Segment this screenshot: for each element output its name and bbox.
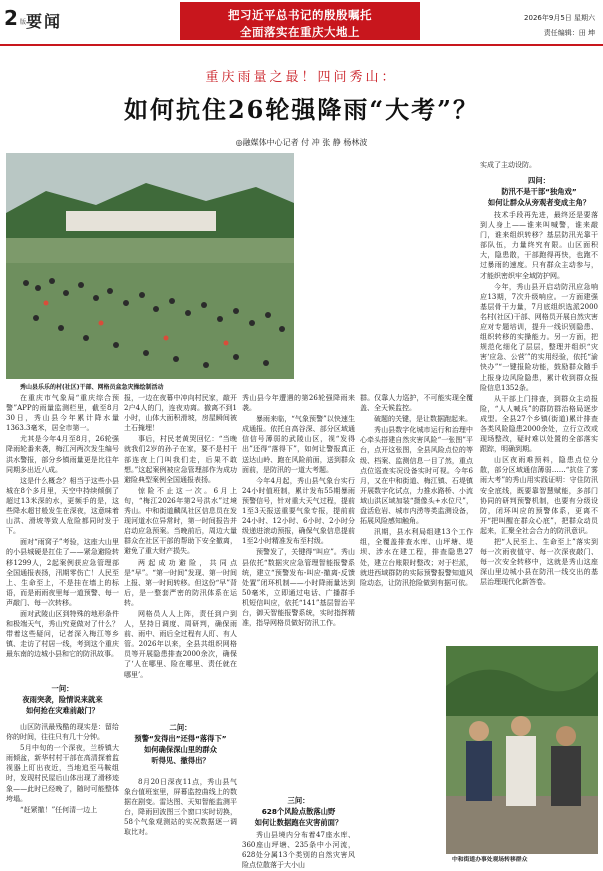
- question-1-heading: 一问： 夜雨突袭，险情说来就来 如何抢在灾难前敲门？: [22, 684, 103, 715]
- paragraph: 预警发了，关键得“叫应”。秀山县依托“数据灾应急管理智能报警系统，建立“预警发布-叫应-撤离-反馈处置”闭环机制——小时降雨量达到50毫米，立即通过电话、广播群手机短信叫应，依托“141”基层智治平台，御天智能报警系统，实时指挥精准，指导网格员做好防汛工作。: [242, 548, 355, 628]
- page-number-suffix: 版: [20, 19, 27, 26]
- banner-line-1: 把习近平总书记的殷殷嘱托: [228, 8, 372, 22]
- article-byline: ◎融媒体中心记者 付 冲 张 静 杨林波: [235, 138, 368, 147]
- slogan-banner: [180, 2, 420, 40]
- question-4-heading: 四问： 防汛不是干部“独角戏” 如何让群众从旁观者变成主角？: [487, 176, 591, 207]
- evacuation-photo: [446, 646, 598, 854]
- paragraph: 把“人民至上、生命至上”落实到每一次雨夜值守、每一次深夜敲门、每一次安全转移中，这就是秀山这座深山里边城小县在防汛一线交出的基层治理现代化新答卷。: [480, 538, 598, 587]
- paragraph: 实成了主动设防。: [480, 161, 536, 169]
- column-1: [6, 393, 119, 660]
- masthead-rule: [0, 44, 603, 46]
- paragraph: 技术手段再先进，最终还是要落到人身上——谁来叫喊警，谁来敲门，谁来组织转移？基层防汛光靠干部队伍，力量终究有限。山区面积大，隐患散，干部跑得再快，也跑不过暴雨的速度。只有群众主动参与，才能织密织牢全域防护网。: [480, 211, 598, 280]
- column-1-continued: [6, 722, 119, 816]
- paragraph: 尤其是今年4月至8月，26轮强降雨轮番来袭，梅江河两次发生编号洪水警报，部分乡镇雨量更是比往年同期多出近八成。: [6, 435, 119, 474]
- paragraph: 秀山县数字化城市运行和治理中心牵头搭建自然灾害风险“一张图”平台，点开这张图，全县风险点位的等级、档案、监测信息一目了然，重点点位巡查实况设备实时可视。今年6月，又在中和街道、梅江镇、石堤镇开展数字化试点，力推水路桥、小流域山洪区域加装“摄像头+水位尺”，盘活危岩、城市内涝等类监测设备，拓展风险感知触角。: [360, 426, 473, 526]
- paragraph: 两起成功避险，共同点是“早”。“第一时间”发现、第一时间上报、第一时间转移。但这份“早”背后，是一整套严密的防汛体系在运转。: [124, 558, 237, 607]
- question-3-heading: 三问： 628个风险点散落山野 如何让数据跑在灾害前面？: [254, 796, 343, 827]
- column-2-continued: [124, 777, 237, 839]
- paragraph: 今年4月起，秀山县气象台实行24小时值班制，累计发布55期暴雨预警信号，针对重大天气过程，提前1至3天报送重要气象专报，提前前24小时、12小时、6小时、2小时分级递进滚动预报，确保气象信息提前1至2小时精准发布至村级。: [242, 476, 355, 546]
- column-5: [480, 160, 598, 171]
- column-3-continued: [242, 830, 355, 871]
- paragraph: 5月中旬的一个深夜，兰桥镇大雨倾盆，新华村村干部在高清探着监视器上盯出夜近，当地追至马鞍组时，发现村民屋后山体出现了滑移迹象——此时已经晚了，随时可能整体垮塌。: [6, 744, 119, 803]
- paragraph: 从干部上门排查，到群众主动报险，“人人喊兵”的群防群治格局逐步成型。全县27个乡镇(街道)累计排查各类风险隐患2000余处，立行立改或现场整改，疑时难以处置的全部落实跟踪，明确到期。: [480, 394, 598, 454]
- question-2-heading: 二问： 预警“发得出”还得“落得下” 如何确保深山里的群众 听得见、撤得出？: [134, 723, 227, 765]
- banner-line-2: 全面落实在重庆大地上: [240, 25, 360, 39]
- paragraph: 这是什么概念？相当于这些小县城在8个多月里，天空中持续倾倒了超过13米深的水，更频手的是，这些降水超甘般发生在深夜，这意味着山洪、滑坡等致人危险都同时发于下。: [6, 476, 119, 536]
- paragraph: 8月20日深夜11点，秀山县气象台值班室里，屏幕监控曲线上的数据在剧变。雷达图、天知智能监测平台，降雨回波图三个窗口实时切换，58个气象观测站的实况数据逐一调取比对。: [124, 778, 237, 837]
- paragraph: 惊险不止这一次。6月上旬，“梅江2026年第2号洪水”过境秀山。中和街道麟凤社区信息员在发现河道水位异常时，第一时间报告并启动应急预案。当晚前后，周边大量群众在社区干部的帮助下安全撤离，避免了重大财产损失。: [124, 486, 237, 556]
- paragraph: 面对“雨窝子”考验，这座大山里的小县城硬是扛住了——紧急避险转移1299人，2起案例获应急管理部全国通报表扬，汛期零伤亡！人民至上、生命至上，不是挂在墙上的标语，而是雨雨夜里每一道预警、每一声敲门、每一次转移。: [6, 538, 119, 607]
- paragraph: 事后，村民老黄哭回忆：“当晚就我们2岁的孙子在家，要不是村干部连夜上门叫我们走，后果不敢想。”这起案例被应急管理部作为成功避险典型案例全国通报表扬。: [124, 435, 237, 484]
- column-2: [124, 393, 237, 681]
- drill-photo-caption: 秀山县乐乐的村(社区)干部、网格员盒急灾操绘制活动: [20, 384, 164, 391]
- paragraph: 网格员人人上阵，责任到户到人，坚持日调度、周研判，确保雨前、雨中、雨后全过程有人盯、有人管。2026年以来，全县共组织网格员等开展隐患排查2000余次，确保了‘人在哪里、险在哪里、责任就在哪里’。: [124, 609, 237, 679]
- paragraph: 今年，秀山县开启动防汛应急响应13期，7次升级响应。一方面建强基层骨干力量，7月底组织选派2000名村(社区)干部、网格员开展自然灾害应对专题培训，提升一线识别隐患、组织转移的实操能力。另一方面，把规范化细化了层层，整理并组织“灾害‘应急、公营’”的实用经验，依托“渝快办”“一键报险功能，鼓励群众随手上报身边风险隐患，累计收到群众报险信息1352条。: [480, 282, 598, 392]
- paragraph: 面对武陵山区到特殊的地形条件和极端天气，秀山究竟做对了什么？带着这些疑问，记者深入梅江等乡镇、走访了村居一线，考到这个重庆最东南的边城小县和它的防汛故事。: [6, 609, 119, 659]
- paragraph: 汛期，县水利局组建13个工作组，全覆盖排查水库、山坪塘、堤坝、涉水在建工程，排查隐患27处，建立台账限时整改；对于栏派，就进西域群防的实际预警报警知道风险动态，让防汛抢险做到有据可依。: [360, 528, 473, 587]
- paragraph: 破题的关键，是让数据跑起来。: [374, 415, 472, 424]
- column-3: [242, 393, 355, 629]
- editor-credit: 责任编辑：田 坤: [543, 29, 595, 37]
- column-4: [360, 393, 473, 589]
- article-kicker: 重庆雨量之最！四问秀山：: [205, 70, 398, 85]
- article-title: 如何抗住26轮强降雨“大考”？: [123, 95, 479, 124]
- paragraph: 在重庆市气象局“重庆综合预警”APP的雨量监测栏里，截至8月30日，秀山县今年累计降水量1363.3毫米，居全市第一。: [6, 394, 119, 433]
- section-title: 要闻: [26, 12, 63, 31]
- paragraph: 秀山县境内分布着47座水库、360座山坪塘、235条中小河流，628处分属13个类别的自然灾害风险点位散落于大小山: [242, 831, 355, 870]
- paragraph: 报，一边在夜幕中冲向村民家，敲开2户4人的门，连夜劝离。撤离不到1小时，山体大面积滑坡，房屋瞬间被土石掩埋！: [124, 394, 237, 433]
- paragraph: 群。仅靠人力巡护，不可能实现全覆盖、全天候监控。: [360, 394, 473, 413]
- issue-date: 2026年9月5日 星期六: [524, 14, 595, 22]
- column-5-continued: [480, 210, 598, 642]
- page-number: 2: [4, 6, 18, 30]
- paragraph: 暴雨来临，“气象预警”以快速生成通报。依托自高谷深、部分区域通信信号薄弱的武陵山区，视“发得出”还得“落得下”，如何让警报真正送达山岭、跑在风险前面，送到群众面前，是防汛的一道大考题。: [242, 415, 355, 474]
- paragraph: “赶紧撤！”任何清一边上: [20, 805, 98, 814]
- paragraph: 山区夜雨难预料，隐患点位分散，部分区域通信薄弱……“抗住了雾雨大考”的秀山用实践证明：守住防汛安全底线，既要靠智慧赋能，多部门协同的研判预警机制，也要有分级设防，闭环叫应的预警体系，更离不开“把叫醒在群众心底”，把群众动员起来，汇聚全社会合力的防汛意识。: [480, 456, 598, 535]
- evacuation-photo-caption: 中和街道办事处观场转移群众: [452, 857, 528, 863]
- paragraph: 山区防汛最残酷的现实是：留给你的时间，往往只有几十分钟。: [6, 723, 119, 742]
- drill-photo: [6, 153, 294, 379]
- paragraph: 秀山县今年遭遇的第26轮强降雨来袭。: [242, 394, 355, 413]
